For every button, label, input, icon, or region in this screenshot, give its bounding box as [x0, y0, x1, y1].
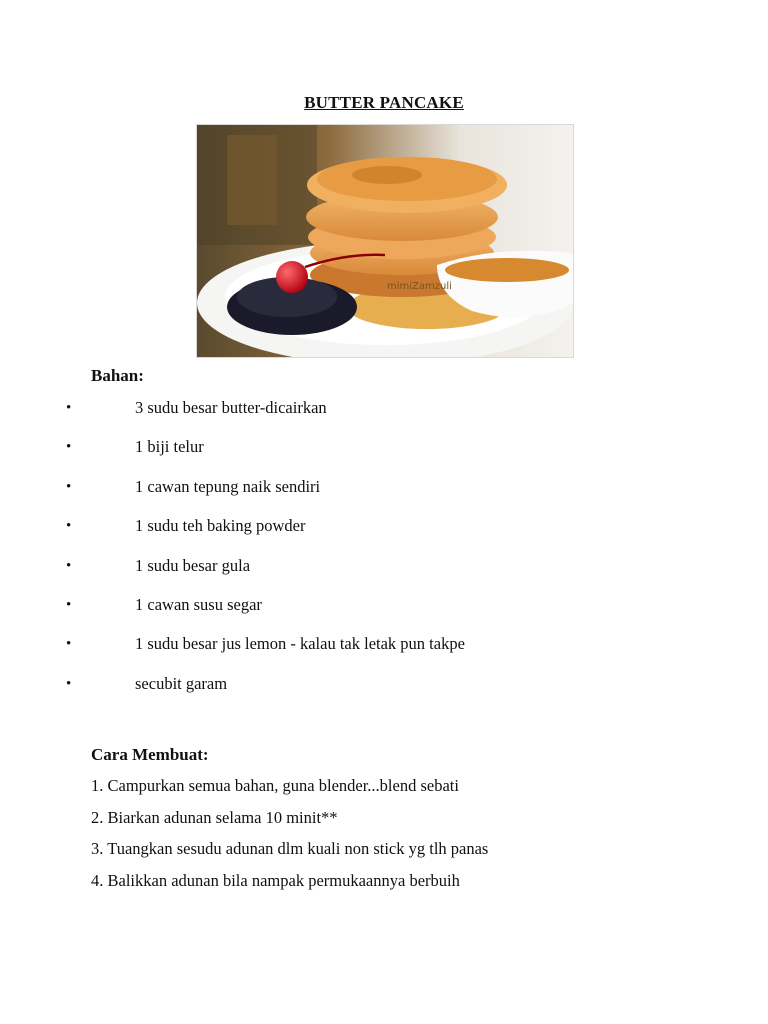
bullet-icon: • [66, 439, 72, 456]
ingredient-text: secubit garam [135, 673, 228, 693]
steps-heading: Cara Membuat: [91, 745, 209, 764]
ingredient-text: 3 sudu besar butter-dicairkan [135, 398, 327, 417]
bullet-icon: • [66, 478, 72, 495]
pancake-photo [196, 124, 574, 358]
bullet-icon: • [66, 636, 72, 653]
recipe-title: BUTTER PANCAKE [304, 93, 464, 112]
photo-watermark: mimiZamzuli [387, 281, 452, 292]
ingredient-text: 1 sudu besar gula [135, 555, 251, 575]
bullet-icon: • [66, 675, 72, 692]
list-item: 4. Balikkan adunan bila nampak permukaannya berbuih [91, 871, 460, 891]
list-item: 3. Tuangkan sesudu adunan dlm kuali non stick yg tlh panas [91, 839, 489, 859]
ingredients-heading: Bahan: [91, 366, 144, 385]
list-item: 1. Campurkan semua bahan, guna blender...blend sebati [91, 776, 459, 795]
ingredient-text: 1 biji telur [135, 437, 204, 457]
steps-list [91, 775, 488, 902]
bullet-icon: • [66, 557, 72, 574]
ingredient-text: 1 cawan tepung naik sendiri [135, 476, 321, 496]
bullet-icon: • [66, 518, 72, 535]
ingredient-text: 1 sudu besar jus lemon - kalau tak letak pun takpe [135, 634, 465, 654]
list-item: 2. Biarkan adunan selama 10 minit** [91, 807, 338, 827]
ingredient-text: 1 cawan susu segar [135, 594, 262, 614]
ingredient-text: 1 sudu teh baking powder [135, 516, 306, 536]
bullet-icon: • [66, 596, 72, 613]
bullet-icon: • [66, 400, 72, 416]
